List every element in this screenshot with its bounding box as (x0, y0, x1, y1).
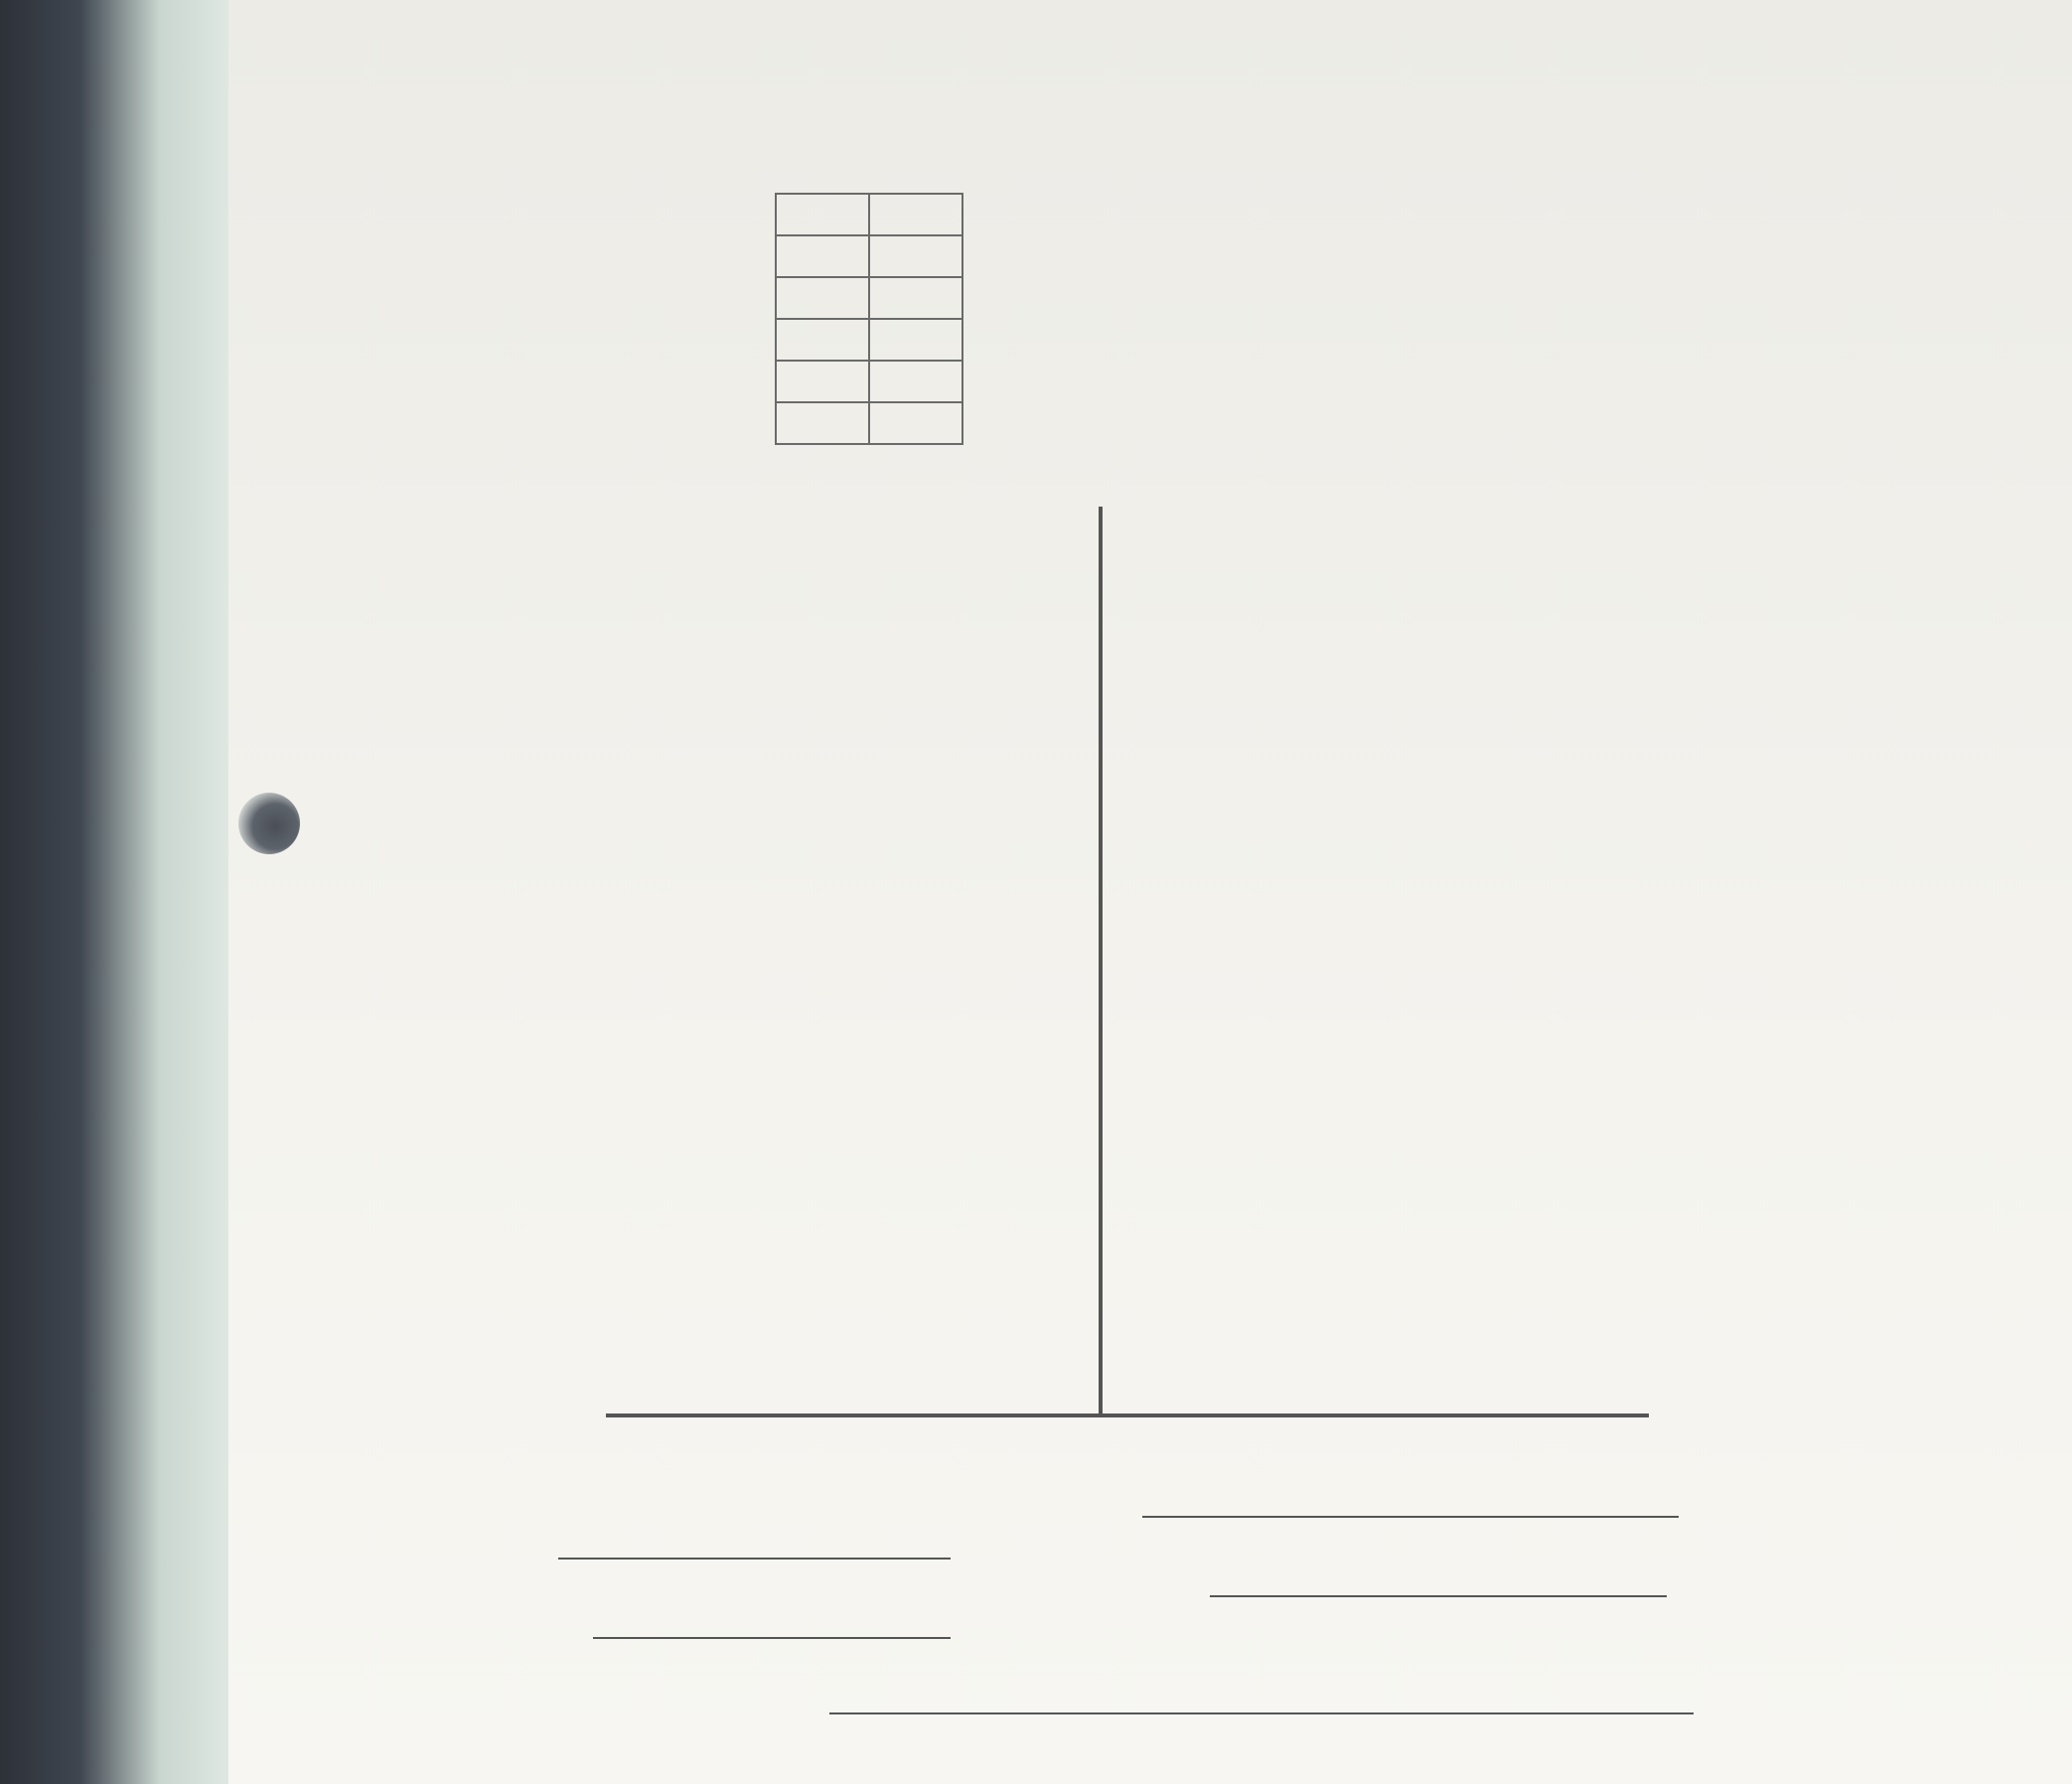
table-row (776, 235, 962, 277)
table-header-row (776, 194, 962, 235)
part-a (447, 175, 489, 210)
question-1 (397, 103, 1927, 175)
table-row (776, 361, 962, 402)
y-intercept-answer-line[interactable] (1210, 1595, 1667, 1597)
table-cell-y[interactable] (869, 402, 962, 444)
domain-answer-line[interactable] (558, 1558, 951, 1560)
table-cell-y[interactable] (869, 235, 962, 277)
table-row (776, 277, 962, 319)
table-row (776, 319, 962, 361)
table-cell-x (776, 402, 869, 444)
table-cell-y[interactable] (869, 361, 962, 402)
table-row (776, 402, 962, 444)
graph-grid[interactable] (596, 492, 1669, 1460)
table-cell-x (776, 277, 869, 319)
punch-hole (238, 793, 300, 854)
x-intercept-answer-line[interactable] (593, 1637, 951, 1639)
table-cell-y[interactable] (869, 277, 962, 319)
inc-dec-answer-line[interactable] (829, 1712, 1694, 1714)
table-cell-y[interactable] (869, 319, 962, 361)
table-header-x (776, 194, 869, 235)
table-cell-x (776, 235, 869, 277)
notebook-spiral (0, 0, 228, 1784)
table-cell-x (776, 361, 869, 402)
table-of-values (775, 193, 963, 445)
range-answer-line[interactable] (1142, 1516, 1679, 1518)
table-cell-x (776, 319, 869, 361)
table-header-y (869, 194, 962, 235)
